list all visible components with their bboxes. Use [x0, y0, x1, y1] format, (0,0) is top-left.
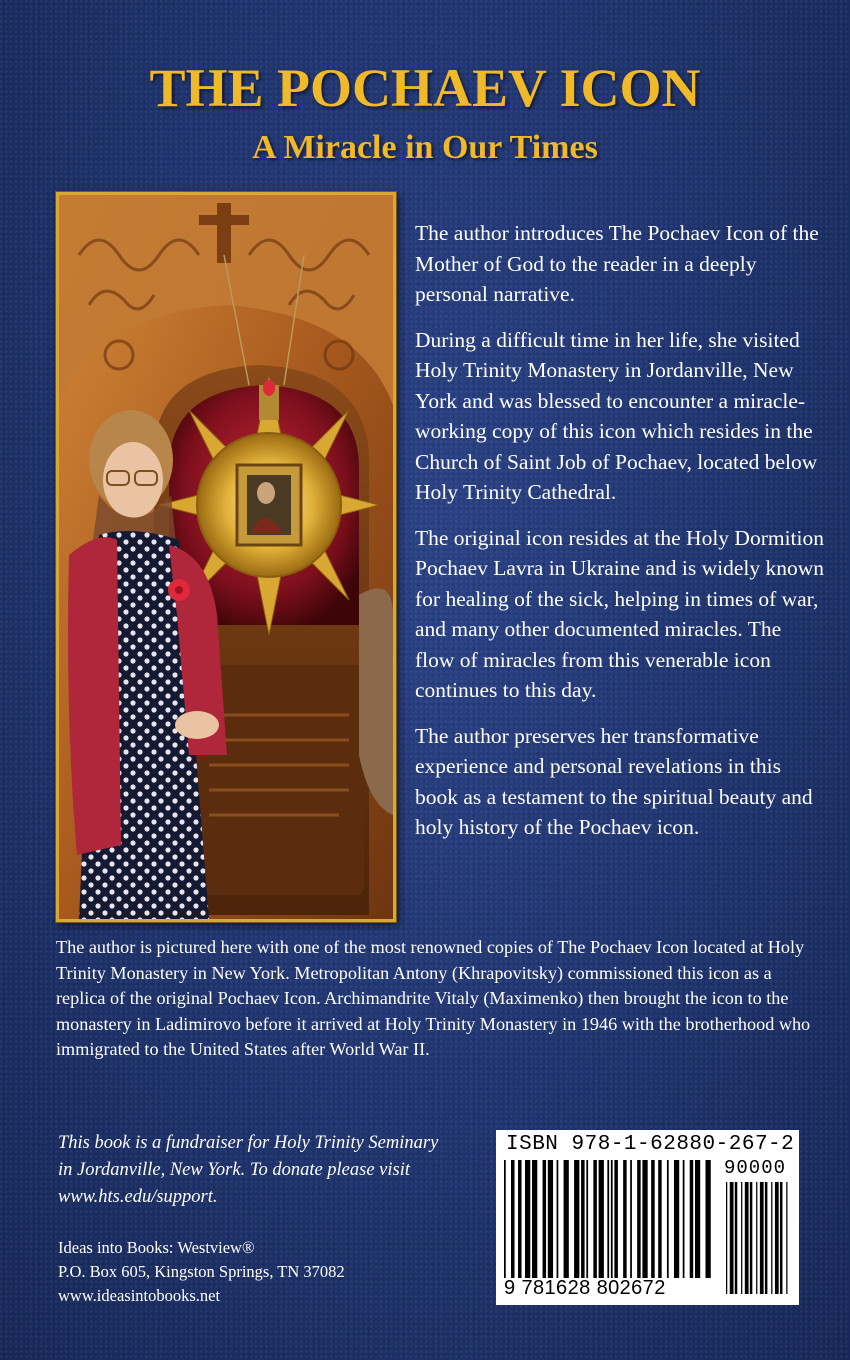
barcode-bar: [775, 1182, 779, 1294]
description-text: [415, 218, 825, 858]
barcode-bar: [745, 1182, 749, 1294]
barcode-bar: [548, 1160, 553, 1278]
barcode-bar: [765, 1182, 768, 1294]
barcode-bar: [771, 1182, 772, 1294]
barcode-bar: [518, 1160, 522, 1278]
barcode-bar: [586, 1160, 588, 1278]
ean13-barcode-bars: [504, 1160, 719, 1280]
barcode-bar: [532, 1160, 537, 1278]
isbn-barcode: [496, 1130, 799, 1305]
book-title: THE POCHAEV ICON: [149, 58, 701, 118]
photo-caption: The author is pictured here with one of the most renowned copies of The Pochaev Icon located at Holy Trinity Monastery in New York. Metropolitan Antony (Khrapovitsky) commissioned this icon as a replica of the original Pochaev Icon. Archimandrite Vitaly (Maximenko) then brought the icon to the monastery in Ladimirovo before it arrived at Holy Trinity Monastery in 1946 with the brotherhood who immigrated to the United States after World War II.: [56, 937, 811, 1059]
barcode-bar: [690, 1160, 694, 1278]
addon-barcode-bars: [726, 1182, 792, 1297]
barcode-bar: [525, 1160, 530, 1278]
barcode-bar: [543, 1160, 547, 1278]
barcode-bar: [674, 1160, 679, 1278]
barcode-bar: [741, 1182, 742, 1294]
barcode-bar: [599, 1160, 604, 1278]
publisher-info: [58, 1236, 478, 1308]
barcode-bar: [630, 1160, 632, 1278]
barcode-bar: [705, 1160, 710, 1278]
barcode-bar: [750, 1182, 753, 1294]
barcode-bar: [511, 1160, 515, 1278]
barcode-bar: [730, 1182, 734, 1294]
barcode-bar: [756, 1182, 757, 1294]
barcode-bar: [637, 1160, 641, 1278]
ean-digits: 9 781628 802672: [504, 1277, 666, 1299]
barcode-bar: [593, 1160, 597, 1278]
barcode-bar: [574, 1160, 579, 1278]
barcode-bar: [623, 1160, 627, 1278]
fundraiser-line: in Jordanville, New York. To donate please visit: [58, 1160, 411, 1180]
author-photo: [56, 192, 396, 922]
barcode-bar: [611, 1160, 613, 1278]
publisher-name: Ideas into Books: Westview®: [58, 1238, 255, 1257]
barcode-bar: [504, 1160, 506, 1278]
fundraiser-note: [58, 1130, 478, 1211]
description-paragraph: During a difficult time in her life, she visited Holy Trinity Monastery in Jordanville, New York and was blessed to encounter a miracle-working copy of this icon which resides in the Church of Saint Job of Pochaev, located below Holy Trinity Cathedral.: [415, 327, 818, 504]
barcode-bar: [780, 1182, 783, 1294]
barcode-bar: [651, 1160, 655, 1278]
barcode-bar: [786, 1182, 787, 1294]
fundraiser-line: This book is a fundraiser for Holy Trinity Seminary: [58, 1133, 439, 1153]
barcode-bar: [581, 1160, 585, 1278]
barcode-bar: [658, 1160, 662, 1278]
barcode-bar: [667, 1160, 669, 1278]
barcode-bar: [564, 1160, 569, 1278]
barcode-bar: [557, 1160, 559, 1278]
description-paragraph: The author preserves her transformative experience and personal revelations in this book as a testament to the spiritual beauty and holy history of the Pochaev icon.: [415, 723, 813, 839]
isbn-label: ISBN 978-1-62880-267-2: [506, 1133, 795, 1156]
barcode-bar: [726, 1182, 727, 1294]
publisher-website[interactable]: www.ideasintobooks.net: [58, 1286, 221, 1305]
barcode-bar: [683, 1160, 685, 1278]
barcode-bar: [614, 1160, 618, 1278]
price-code: 90000: [724, 1157, 787, 1179]
barcode-bar: [695, 1160, 700, 1278]
fundraiser-link[interactable]: www.hts.edu/support.: [58, 1187, 218, 1207]
barcode-bar: [607, 1160, 609, 1278]
publisher-address: P.O. Box 605, Kingston Springs, TN 37082: [58, 1262, 345, 1281]
barcode-bar: [760, 1182, 764, 1294]
author-with-icon-illustration: [59, 195, 393, 919]
book-subtitle: A Miracle in Our Times: [252, 129, 598, 166]
description-paragraph: The original icon resides at the Holy Dormition Pochaev Lavra in Ukraine and is widely known for healing of the sick, helping in times of war, and many other documented miracles. The flow of miracles from this venerable icon continues to this day.: [415, 525, 825, 702]
barcode-bar: [642, 1160, 647, 1278]
barcode-bar: [735, 1182, 738, 1294]
description-paragraph: The author introduces The Pochaev Icon of the Mother of God to the reader in a deeply personal narrative.: [415, 221, 819, 306]
